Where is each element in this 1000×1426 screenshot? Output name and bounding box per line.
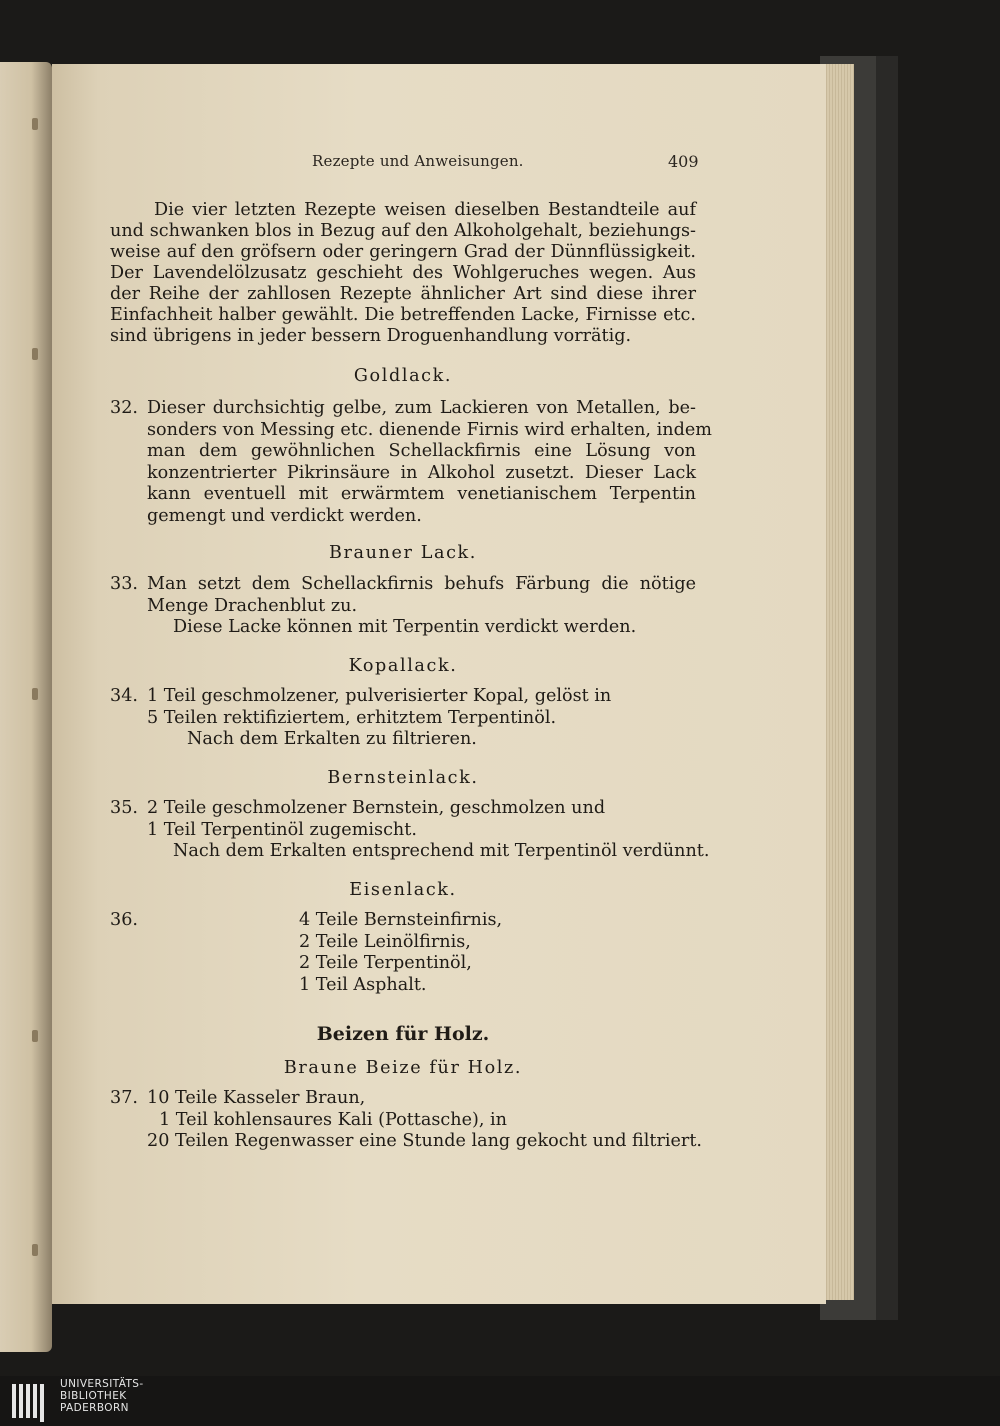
text-line: der Reihe der zahllosen Rezepte ähnlicher Art sind diese ihrer (110, 284, 696, 304)
text-line: Menge Drachenblut zu. (147, 595, 358, 616)
recipe-note: Nach dem Erkalten entsprechend mit Terpentinöl verdünnt. (173, 841, 710, 861)
running-header: Rezepte und Anweisungen. (312, 152, 524, 170)
section-heading: Brauner Lack. (329, 543, 477, 563)
text-line: und schwanken blos in Bezug auf den Alkoholgehalt, beziehungs- (110, 221, 696, 241)
text-line: sind übrigens in jeder bessern Droguenhandlung vorrätig. (110, 326, 632, 346)
text-line: 1 Teil Asphalt. (299, 974, 427, 995)
binding-stitch (32, 118, 38, 130)
binding-stitch (32, 1244, 38, 1256)
chapter-title: Beizen für Holz. (316, 1023, 490, 1045)
text-line: kann eventuell mit erwärmtem venetianischem Terpentin (147, 484, 696, 504)
section-heading: Bernsteinlack. (327, 768, 479, 788)
book-cover-edge (876, 56, 898, 1320)
section-heading: Kopallack. (348, 656, 458, 676)
text-line: 4 Teile Bernsteinfirnis, (299, 910, 503, 930)
text-line: Dieser durchsichtig gelbe, zum Lackieren von Metallen, be- (147, 398, 696, 418)
recipe-number: 32. (110, 398, 138, 418)
text-line: sonders von Messing etc. dienende Firnis wird erhalten, indem (147, 419, 712, 440)
section-heading: Goldlack. (353, 366, 453, 386)
binding-stitch (32, 1030, 38, 1042)
text-line: 5 Teilen rektifiziertem, erhitztem Terpentinöl. (147, 707, 557, 728)
text-line: Der Lavendelölzusatz geschieht des Wohlgeruches wegen. Aus (110, 263, 696, 283)
text-line: 2 Teile Terpentinöl, (299, 953, 472, 973)
library-logo-icon (12, 1380, 52, 1422)
binding-stitch (32, 688, 38, 700)
text-line: Die vier letzten Rezepte weisen dieselben Bestandteile auf (154, 200, 696, 220)
text-line: 20 Teilen Regenwasser eine Stunde lang gekocht und filtriert. (147, 1131, 703, 1151)
section-heading: Eisenlack. (349, 880, 457, 900)
library-logo-text (60, 1378, 220, 1414)
text-line: 1 Teil kohlensaures Kali (Pottasche), in (159, 1109, 507, 1130)
recipe-number: 37. (110, 1088, 138, 1108)
text-line: 1 Teil geschmolzener, pulverisierter Kopal, gelöst in (147, 686, 612, 706)
recipe-number: 33. (110, 574, 138, 594)
text-line: Man setzt dem Schellackfirnis behufs Färbung die nötige (147, 574, 696, 594)
text-line: 10 Teile Kasseler Braun, (147, 1088, 366, 1108)
text-line: 2 Teile Leinölfirnis, (299, 931, 471, 952)
text-line: weise auf den gröfsern oder geringern Grad der Dünnflüssigkeit. (110, 242, 696, 262)
recipe-number: 34. (110, 686, 138, 706)
text-line: 2 Teile geschmolzener Bernstein, geschmolzen und (147, 798, 606, 818)
logo-line: UNIVERSITÄTS- (60, 1378, 144, 1390)
text-line: 1 Teil Terpentinöl zugemischt. (147, 819, 417, 840)
logo-line: BIBLIOTHEK (60, 1390, 127, 1402)
text-line: konzentrierter Pikrinsäure in Alkohol zusetzt. Dieser Lack (147, 462, 696, 483)
text-line: gemengt und verdickt werden. (147, 505, 422, 526)
left-page-edge (0, 62, 52, 1352)
recipe-number: 35. (110, 798, 138, 818)
section-heading: Braune Beize für Holz. (283, 1058, 523, 1078)
text-line: Einfachheit halber gewählt. Die betreffenden Lacke, Firnisse etc. (110, 305, 696, 325)
text-line: man dem gewöhnlichen Schellackfirnis eine Lösung von (147, 441, 696, 461)
recipe-note: Nach dem Erkalten zu filtrieren. (187, 729, 477, 749)
binding-stitch (32, 348, 38, 360)
recipe-note: Diese Lacke können mit Terpentin verdickt werden. (173, 617, 637, 637)
page-number: 409 (668, 152, 699, 171)
intro-paragraph (110, 200, 696, 347)
logo-line: PADERBORN (60, 1402, 129, 1414)
recipe-number: 36. (110, 910, 138, 930)
